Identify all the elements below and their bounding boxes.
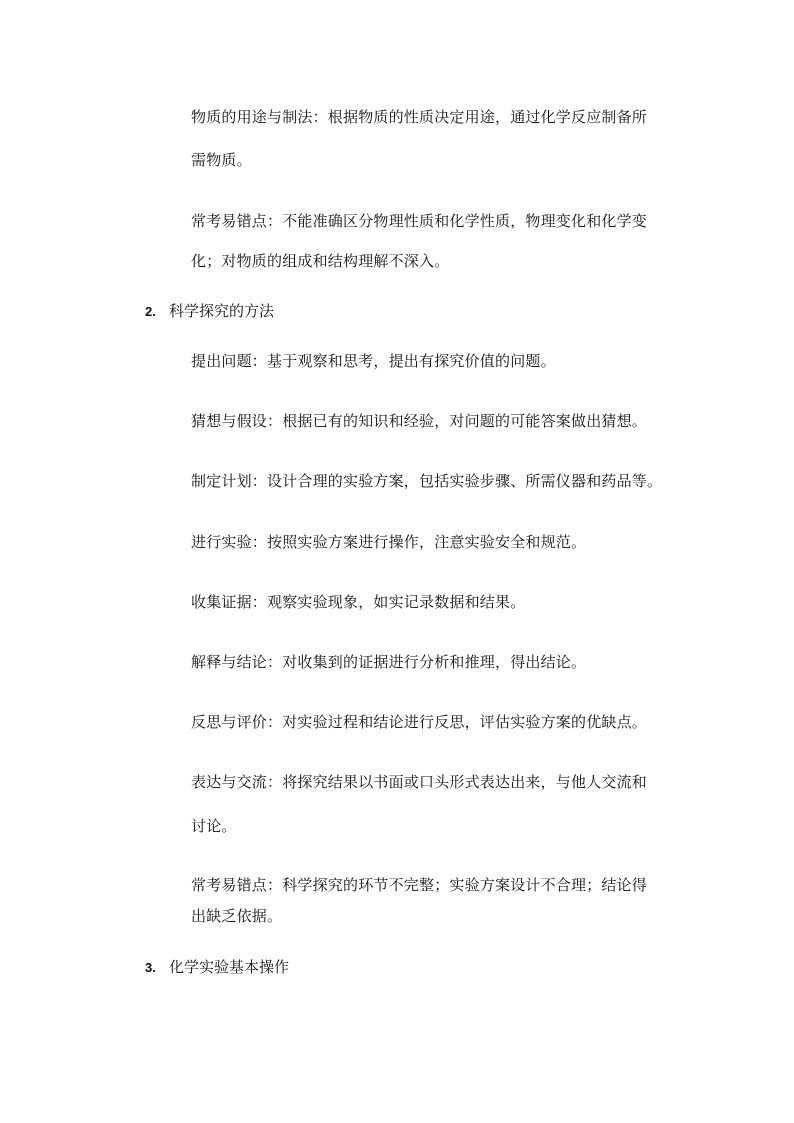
section2-item: 制定计划：设计合理的实验方案，包括实验步骤、所需仪器和药品等。 <box>191 472 663 490</box>
section2-item: 猜想与假设：根据已有的知识和经验，对问题的可能答案做出猜想。 <box>191 412 648 430</box>
section1-errors-line-2: 化；对物质的组成和结构理解不深入。 <box>191 252 450 270</box>
section3-heading <box>145 956 289 977</box>
section2-number: 2. <box>145 304 156 319</box>
express-line-1: 表达与交流：将探究结果以书面或口头形式表达出来，与他人交流和 <box>191 773 648 791</box>
section2-item: 进行实验：按照实验方案进行操作，注意实验安全和规范。 <box>191 533 587 551</box>
purpose-line-1: 物质的用途与制法：根据物质的性质决定用途，通过化学反应制备所 <box>191 108 648 126</box>
section2-item: 反思与评价：对实验过程和结论进行反思，评估实验方案的优缺点。 <box>191 713 648 731</box>
section2-item: 收集证据：观察实验现象，如实记录数据和结果。 <box>191 593 526 611</box>
purpose-line-2: 需物质。 <box>191 151 252 169</box>
section3-title: 化学实验基本操作 <box>169 958 290 976</box>
section2-errors-line-2: 出缺乏依据。 <box>191 907 283 925</box>
section2-item: 提出问题：基于观察和思考，提出有探究价值的问题。 <box>191 352 556 370</box>
section2-item: 解释与结论：对收集到的证据进行分析和推理，得出结论。 <box>191 653 587 671</box>
section1-errors-line-1: 常考易错点：不能准确区分物理性质和化学性质，物理变化和化学变 <box>191 212 648 230</box>
express-line-2: 讨论。 <box>191 817 237 835</box>
section2-heading <box>145 300 274 321</box>
section2-title: 科学探究的方法 <box>169 302 275 320</box>
section3-number: 3. <box>145 960 156 975</box>
section2-errors-line-1: 常考易错点：科学探究的环节不完整；实验方案设计不合理；结论得 <box>191 876 648 894</box>
